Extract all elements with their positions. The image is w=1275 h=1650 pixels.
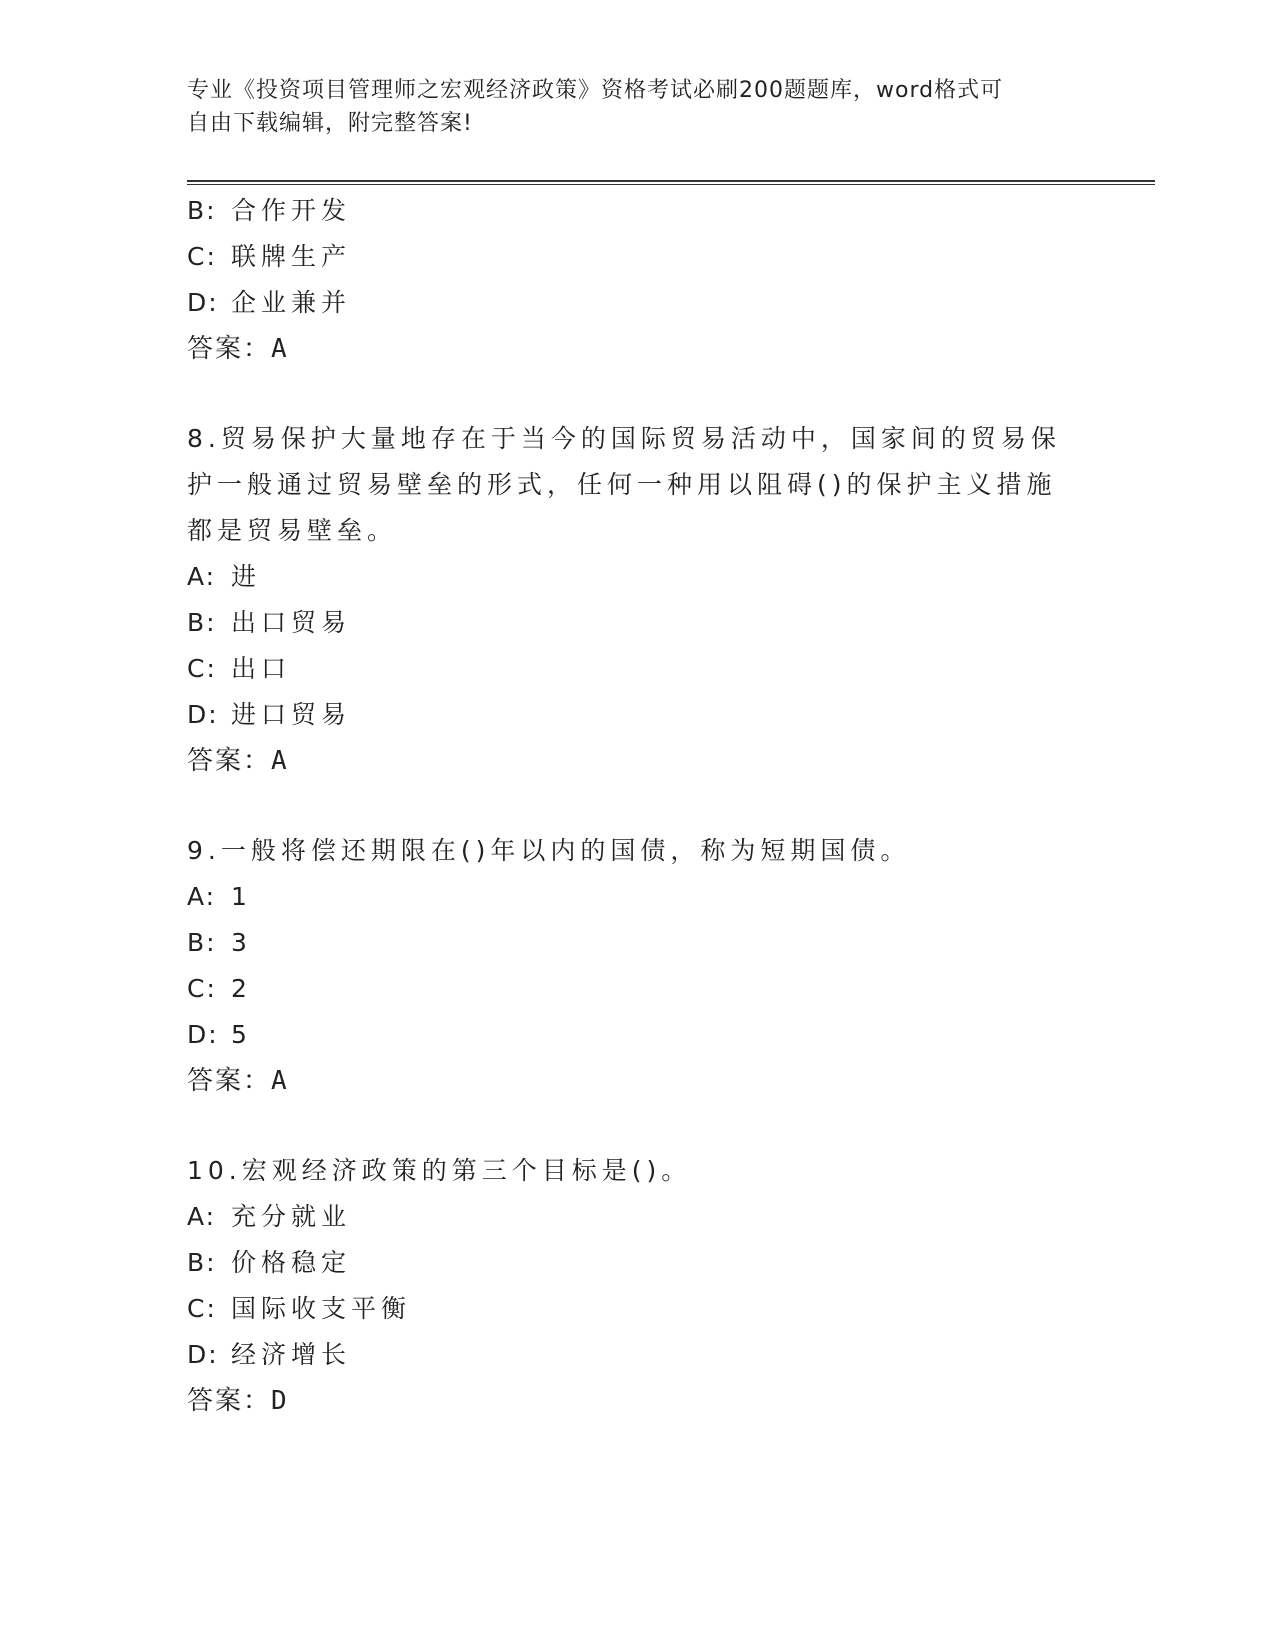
- option-b: [187, 1240, 1087, 1286]
- answer-label: 答案：: [187, 746, 272, 776]
- option-c: [187, 1286, 1087, 1332]
- option-key: B:: [187, 196, 217, 225]
- option-b: [187, 188, 1087, 234]
- answer-label: 答案：: [187, 334, 272, 364]
- header-divider: [187, 180, 1155, 185]
- option-key: D:: [187, 1340, 219, 1369]
- option-key: C:: [187, 974, 217, 1003]
- option-text: 合作开发: [231, 196, 352, 225]
- option-key: D:: [187, 700, 219, 729]
- option-d: [187, 280, 1087, 326]
- option-key: A:: [187, 882, 217, 911]
- option-key: C:: [187, 1294, 217, 1323]
- header-title-line-1: 专业《投资项目管理师之宏观经济政策》资格考试必刷200题题库，word格式可: [187, 78, 1004, 103]
- question-stem: 9.一般将偿还期限在()年以内的国债，称为短期国债。: [187, 836, 911, 865]
- option-d: [187, 692, 1087, 738]
- option-d: [187, 1332, 1087, 1378]
- option-key: D:: [187, 1020, 219, 1049]
- option-text: 1: [231, 882, 252, 911]
- question-stem: 8.贸易保护大量地存在于当今的国际贸易活动中，国家间的贸易保护一般通过贸易壁垒的形式，任何一种用以阻碍()的保护主义措施都是贸易壁垒。: [187, 424, 1061, 545]
- document-body: [187, 188, 1087, 1424]
- option-b: [187, 600, 1087, 646]
- option-text: 进口贸易: [231, 700, 352, 729]
- option-c: [187, 966, 1087, 1012]
- option-text: 2: [231, 974, 252, 1003]
- option-text: 价格稳定: [231, 1248, 352, 1277]
- answer-line: [187, 738, 1087, 784]
- option-text: 出口贸易: [231, 608, 352, 637]
- option-a: [187, 874, 1087, 920]
- option-key: C:: [187, 654, 217, 683]
- option-text: 联牌生产: [231, 242, 352, 271]
- question-9: [187, 828, 1087, 1104]
- option-text: 3: [231, 928, 252, 957]
- option-key: A:: [187, 1202, 217, 1231]
- option-text: 企业兼并: [231, 288, 352, 317]
- answer-line: [187, 1378, 1087, 1424]
- option-key: D:: [187, 288, 219, 317]
- option-text: 进: [231, 562, 262, 591]
- question-stem: 10.宏观经济政策的第三个目标是()。: [187, 1156, 692, 1185]
- answer-value: A: [271, 1066, 289, 1096]
- answer-value: D: [271, 1386, 289, 1416]
- option-text: 充分就业: [231, 1202, 352, 1231]
- option-text: 5: [231, 1020, 252, 1049]
- option-b: [187, 920, 1087, 966]
- answer-value: A: [271, 746, 289, 776]
- question-10: [187, 1148, 1087, 1424]
- question-8: [187, 416, 1087, 784]
- option-key: C:: [187, 242, 217, 271]
- option-a: [187, 1194, 1087, 1240]
- option-c: [187, 234, 1087, 280]
- answer-label: 答案：: [187, 1066, 272, 1096]
- option-key: A:: [187, 562, 217, 591]
- option-key: B:: [187, 608, 217, 637]
- option-key: B:: [187, 928, 217, 957]
- answer-label: 答案：: [187, 1386, 272, 1416]
- option-c: [187, 646, 1087, 692]
- option-a: [187, 554, 1087, 600]
- answer-line: [187, 326, 1087, 372]
- option-d: [187, 1012, 1087, 1058]
- option-text: 经济增长: [231, 1340, 352, 1369]
- partial-question: [187, 188, 1087, 372]
- page-header: [187, 74, 1067, 140]
- answer-value: A: [271, 334, 289, 364]
- option-key: B:: [187, 1248, 217, 1277]
- answer-line: [187, 1058, 1087, 1104]
- option-text: 国际收支平衡: [231, 1294, 412, 1323]
- header-title-line-2: 自由下载编辑，附完整答案!: [187, 111, 473, 136]
- option-text: 出口: [231, 654, 292, 683]
